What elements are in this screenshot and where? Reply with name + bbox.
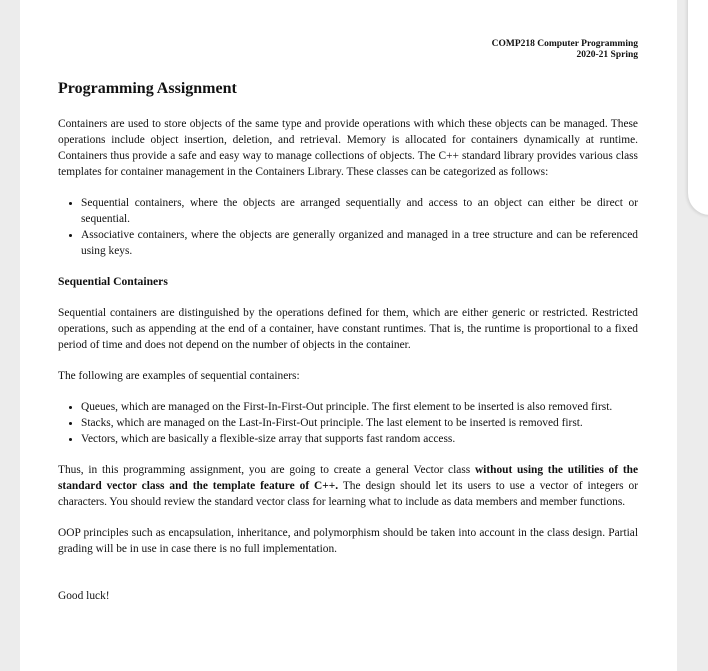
list-item: • Sequential containers, where the objects are arranged sequentially and access to an object can either be direct or sequential. bbox=[81, 195, 638, 227]
task-paragraph bbox=[58, 462, 638, 510]
course-header bbox=[492, 39, 638, 61]
document-body bbox=[58, 79, 638, 619]
list-item: • Associative containers, where the objects are generally organized and managed in a tree structure and can be referenced using keys. bbox=[81, 227, 638, 259]
examples-list bbox=[58, 399, 638, 447]
closing-text: Good luck! bbox=[58, 590, 110, 602]
list-item: • Queues, which are managed on the First-In-First-Out principle. The first element to be inserted is also removed first. bbox=[81, 399, 638, 415]
examples-intro: The following are examples of sequential containers: bbox=[58, 370, 300, 382]
list-item: • Vectors, which are basically a flexible-size array that supports fast random access. bbox=[81, 431, 638, 447]
page-title: Programming Assignment bbox=[58, 80, 237, 97]
scroll-edge bbox=[688, 0, 708, 215]
intro-paragraph: Containers are used to store objects of the same type and provide operations with which these objects can be managed. These operations include object insertion, deletion, and retrieval. Memory is allocated for containers dynamically at runtime. Containers thus provide a safe and easy way to manage collections of objects. The C++ standard library provides various class templates for container management in the Containers Library. These classes can be categorized as follows: bbox=[58, 118, 638, 178]
categories-list bbox=[58, 195, 638, 259]
section-heading: Sequential Containers bbox=[58, 275, 168, 288]
list-item: • Stacks, which are managed on the Last-In-First-Out principle. The last element to be inserted is removed first. bbox=[81, 415, 638, 431]
course-term: 2020-21 Spring bbox=[576, 50, 638, 60]
oop-paragraph: OOP principles such as encapsulation, inheritance, and polymorphism should be taken into account in the class design. Partial grading will be in use in case there is no full implementation. bbox=[58, 527, 638, 555]
task-text-start: Thus, in this programming assignment, you are going to create a general Vector class bbox=[58, 464, 475, 476]
document-page bbox=[20, 0, 677, 671]
task-emphasis: without using the utilities of the standard vector class and the template feature of C++. bbox=[58, 464, 638, 492]
section-paragraph: Sequential containers are distinguished by the operations defined for them, which are either generic or restricted. Restricted operations, such as appending at the end of a container, have constant runtimes. That is, the runtime is proportional to a fixed period of time and does not depend on the number of objects in the container. bbox=[58, 307, 638, 351]
course-name: COMP218 Computer Programming bbox=[491, 39, 638, 49]
task-text-end: The design should let its users to use a vector of integers or characters. You should review the standard vector class for learning what to include as data members and member functions. bbox=[58, 480, 638, 508]
